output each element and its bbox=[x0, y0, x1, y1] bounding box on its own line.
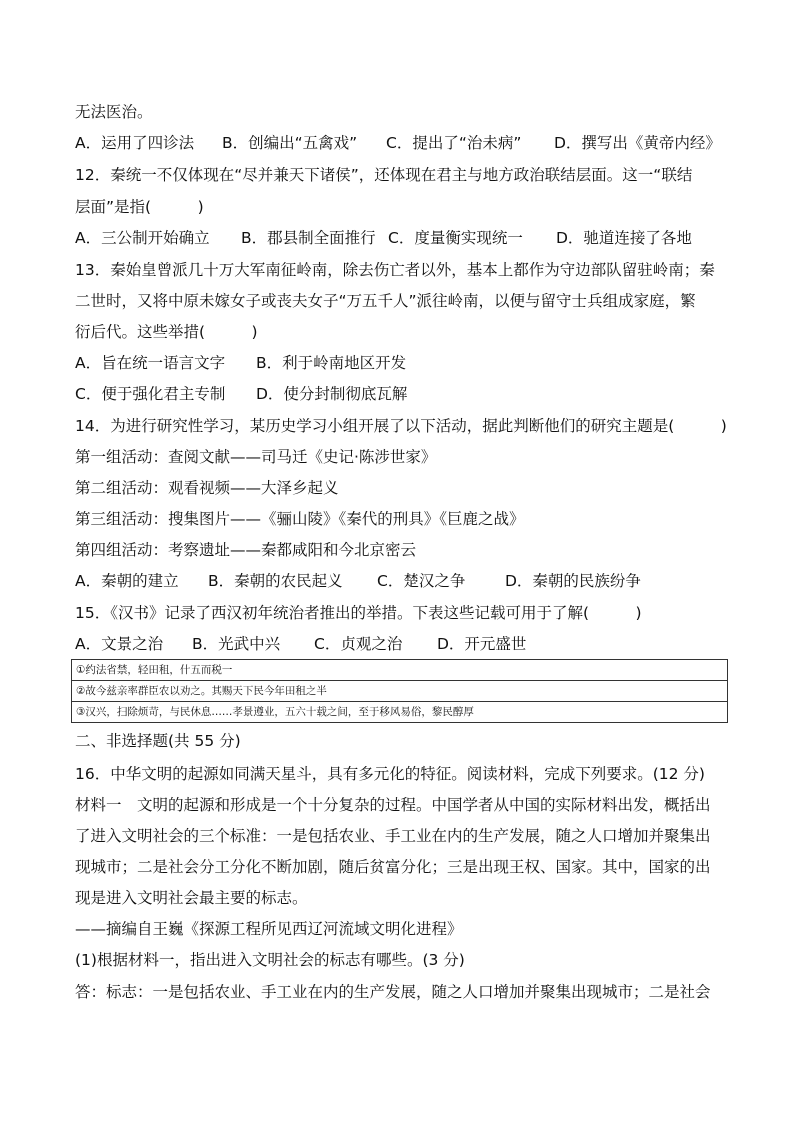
question-13: 13．秦始皇曾派几十万大军南征岭南，除去伤亡者以外，基本上都作为守边部队留驻岭南；秦 bbox=[75, 261, 715, 279]
material-source: ——摘编自王巍《探源工程所见西辽河流域文明化进程》 bbox=[75, 920, 463, 938]
option-b: B．创编出“五禽戏” bbox=[222, 134, 358, 152]
option-d: D．秦朝的民族纷争 bbox=[505, 572, 641, 590]
option-a: A．三公制开始确立 bbox=[75, 229, 210, 247]
table-cell: ②故今兹亲率群臣农以劝之。其赐天下民今年田租之半 bbox=[72, 681, 728, 702]
q15-options bbox=[75, 634, 526, 654]
q13-options-row2 bbox=[75, 384, 407, 404]
section-heading: 二、非选择题(共 55 分) bbox=[75, 732, 241, 750]
option-d: D．开元盛世 bbox=[437, 635, 527, 653]
option-a: A．运用了四诊法 bbox=[75, 134, 195, 152]
question-16: 16．中华文明的起源如同满天星斗，具有多元化的特征。阅读材料，完成下列要求。(12 分) bbox=[75, 765, 705, 783]
question-16-1: (1)根据材料一，指出进入文明社会的标志有哪些。(3 分) bbox=[75, 951, 465, 969]
text-line: 无法医治。 bbox=[75, 103, 153, 121]
question-13-cont: 二世时，又将中原未嫁女子或丧夫女子“万五千人”派往岭南，以便与留守士兵组成家庭，繁 bbox=[75, 292, 696, 310]
option-d: D．撰写出《黄帝内经》 bbox=[554, 134, 721, 152]
option-b: B．光武中兴 bbox=[192, 635, 281, 653]
table-row bbox=[72, 660, 728, 681]
option-c: C．提出了“治未病” bbox=[386, 134, 522, 152]
question-12: 12．秦统一不仅体现在“尽并兼天下诸侯”，还体现在君主与地方政治联结层面。这一“联结 bbox=[75, 166, 693, 184]
option-d: D．使分封制彻底瓦解 bbox=[256, 385, 408, 403]
option-b: B．秦朝的农民起义 bbox=[208, 572, 343, 590]
table-row bbox=[72, 681, 728, 702]
option-c: C．贞观之治 bbox=[314, 635, 403, 653]
option-a: A．秦朝的建立 bbox=[75, 572, 179, 590]
q14-options bbox=[75, 571, 641, 591]
question-14: 14．为进行研究性学习，某历史学习小组开展了以下活动，据此判断他们的研究主题是( ) bbox=[75, 417, 727, 435]
table-cell: ③汉兴，扫除烦苛，与民休息……孝景遵业，五六十载之间，至于移风易俗，黎民醇厚 bbox=[72, 702, 728, 723]
question-13-cont: 衍后代。这些举措( ) bbox=[75, 323, 258, 341]
material-1-cont: 现城市；二是社会分工分化不断加剧，随后贫富分化；三是出现王权、国家。其中，国家的出 bbox=[75, 858, 711, 876]
option-c: C．便于强化君主专制 bbox=[75, 385, 226, 403]
q14-group-3: 第三组活动：搜集图片——《骊山陵》《秦代的刑具》《巨鹿之战》 bbox=[75, 510, 525, 528]
option-a: A．旨在统一语言文字 bbox=[75, 354, 226, 372]
material-1-cont: 了进入文明社会的三个标准：一是包括农业、手工业在内的生产发展，随之人口增加并聚集出 bbox=[75, 827, 711, 845]
table-row bbox=[72, 702, 728, 723]
option-c: C．楚汉之争 bbox=[377, 572, 466, 590]
q14-group-2: 第二组活动：观看视频——大泽乡起义 bbox=[75, 479, 339, 497]
material-1: 材料一 文明的起源和形成是一个十分复杂的过程。中国学者从中国的实际材料出发，概括出 bbox=[75, 796, 711, 814]
question-15: 15．《汉书》记录了西汉初年统治者推出的举措。下表这些记载可用于了解( ) bbox=[75, 604, 642, 622]
han-records-table bbox=[71, 659, 728, 723]
question-12-cont: 层面”是指( ) bbox=[75, 198, 204, 216]
material-1-cont: 现是进入文明社会最主要的标志。 bbox=[75, 889, 308, 907]
option-b: B．利于岭南地区开发 bbox=[256, 354, 407, 372]
table-cell: ①约法省禁，轻田租，什五而税一 bbox=[72, 660, 728, 681]
q14-group-1: 第一组活动：查阅文献——司马迁《史记·陈涉世家》 bbox=[75, 448, 437, 466]
answer-text: 答：标志：一是包括农业、手工业在内的生产发展，随之人口增加并聚集出现城市；二是社会 bbox=[75, 983, 711, 1001]
option-a: A．文景之治 bbox=[75, 635, 164, 653]
option-c: C．度量衡实现统一 bbox=[388, 229, 523, 247]
q12-options bbox=[75, 228, 692, 248]
q14-group-4: 第四组活动：考察遗址——秦都咸阳和今北京密云 bbox=[75, 541, 417, 559]
option-d: D．驰道连接了各地 bbox=[556, 229, 692, 247]
q13-options-row1 bbox=[75, 353, 406, 373]
option-b: B．郡县制全面推行 bbox=[241, 229, 376, 247]
q11-options bbox=[75, 133, 721, 153]
